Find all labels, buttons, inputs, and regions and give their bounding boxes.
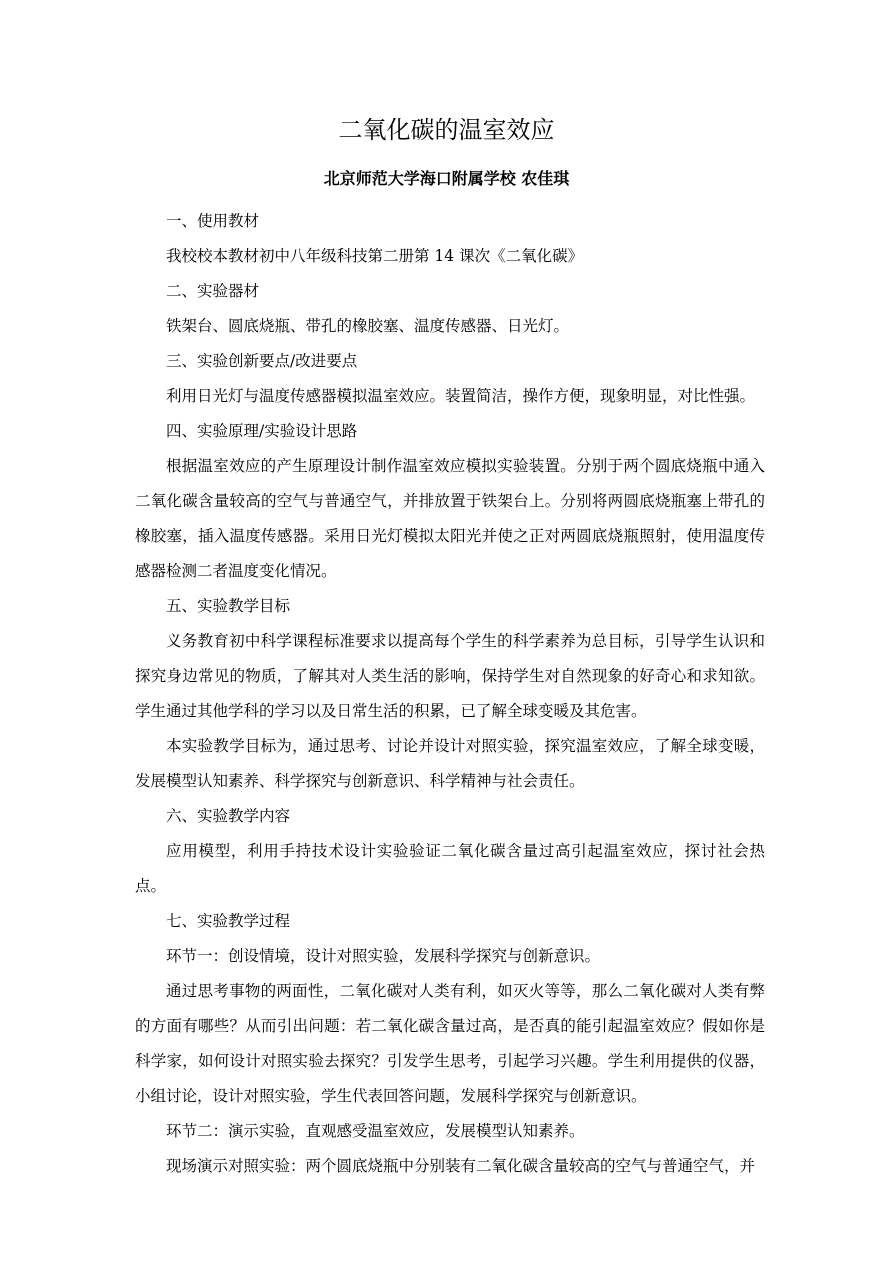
section-heading-principle: 四、实验原理/实验设计思路 xyxy=(166,422,358,440)
author-line: 北京师范大学海口附属学校 农佳琪 xyxy=(323,169,570,188)
paragraph-step-2-heading: 环节二：演示实验，直观感受温室效应，发展模型认知素养。 xyxy=(166,1122,585,1140)
paragraph-equipment: 铁架台、圆底烧瓶、带孔的橡胶塞、温度传感器、日光灯。 xyxy=(166,317,570,335)
paragraph-step-1: 通过思考事物的两面性，二氧化碳对人类有利，如灭火等等，那么二氧化碳对人类有弊的方面有哪些？从而引出问题：若二氧化碳含量过高，是否真的能引起温室效应？假如你是科学家，如何设计对照实验去探究？引发学生思考，引起学习兴趣。学生利用提供的仪器，小组讨论，设计对照实验，学生代表回答问题，发展科学探究与创新意识。 xyxy=(135,982,765,1105)
section-heading-objectives: 五、实验教学目标 xyxy=(166,597,291,615)
paragraph-content: 应用模型，利用手持技术设计实验验证二氧化碳含量过高引起温室效应，探讨社会热点。 xyxy=(135,842,765,895)
paragraph-step-1-heading: 环节一：创设情境，设计对照实验，发展科学探究与创新意识。 xyxy=(166,947,601,965)
paragraph-principle: 根据温室效应的产生原理设计制作温室效应模拟实验装置。分别于两个圆底烧瓶中通入二氧化碳含量较高的空气与普通空气，并排放置于铁架台上。分别将两圆底烧瓶塞上带孔的橡胶塞，插入温度传感器。采用日光灯模拟太阳光并使之正对两圆底烧瓶照射，使用温度传感器检测二者温度变化情况。 xyxy=(135,457,765,580)
section-heading-process: 七、实验教学过程 xyxy=(166,912,291,930)
paragraph-textbook: 我校校本教材初中八年级科技第二册第 14 课次《二氧化碳》 xyxy=(166,247,584,265)
section-heading-textbook: 一、使用教材 xyxy=(166,212,260,230)
document-body xyxy=(135,204,765,1184)
paragraph-innovation: 利用日光灯与温度传感器模拟温室效应。装置简洁，操作方便，现象明显，对比性强。 xyxy=(166,387,756,405)
document-title: 二氧化碳的温室效应 xyxy=(338,116,555,144)
section-heading-innovation: 三、实验创新要点/改进要点 xyxy=(166,352,358,370)
section-heading-equipment: 二、实验器材 xyxy=(166,282,260,300)
paragraph-objectives-2: 本实验教学目标为，通过思考、讨论并设计对照实验，探究温室效应，了解全球变暖，发展模型认知素养、科学探究与创新意识、科学精神与社会责任。 xyxy=(135,737,765,790)
section-heading-content: 六、实验教学内容 xyxy=(166,807,291,825)
paragraph-step-2: 现场演示对照实验：两个圆底烧瓶中分别装有二氧化碳含量较高的空气与普通空气，并 xyxy=(166,1157,756,1175)
paragraph-objectives-1: 义务教育初中科学课程标准要求以提高每个学生的科学素养为总目标，引导学生认识和探究身边常见的物质，了解其对人类生活的影响，保持学生对自然现象的好奇心和求知欲。学生通过其他学科的学习以及日常生活的积累，已了解全球变暖及其危害。 xyxy=(135,632,765,720)
